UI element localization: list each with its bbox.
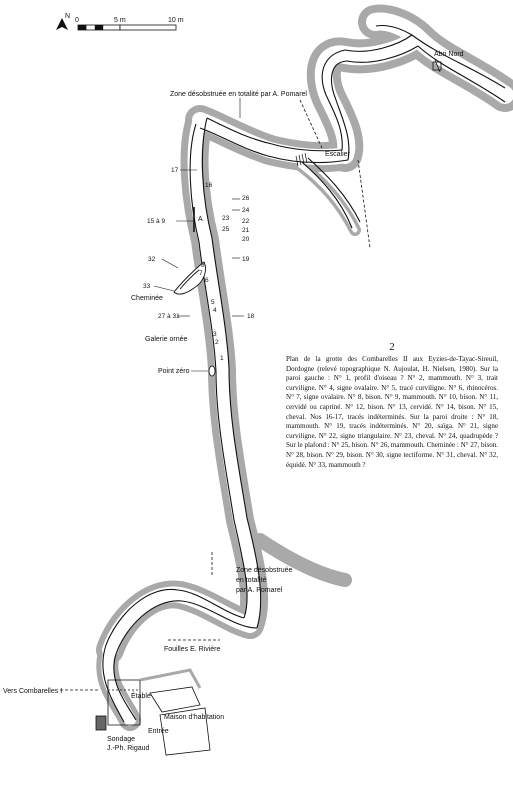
fig-number-21: 21 (242, 227, 250, 234)
fig-number-33: 33 (143, 283, 151, 290)
label-zone-top: Zone désobstruée en totalité par A. Pomarel (170, 91, 307, 98)
fig-number-4: 4 (213, 307, 217, 314)
fig-number-18: 18 (247, 313, 255, 320)
label-abri-nord: Abri Nord (434, 51, 464, 58)
label-etable: Étable (131, 693, 151, 700)
label-fouilles: Fouilles E. Rivière (164, 646, 221, 653)
label-zone-bottom-2: en totalité (236, 577, 267, 584)
fig-number-2: 2 (215, 339, 219, 346)
scale-tick-0: 0 (75, 17, 79, 24)
label-vers-combarelles: Vers Combarelles I (3, 688, 63, 695)
fig-number-24: 24 (242, 207, 250, 214)
svg-text:N: N (65, 13, 71, 20)
north-arrow-icon (56, 13, 70, 30)
fig-number-3: 3 (213, 331, 217, 338)
label-maison: Maison d'habitation (164, 714, 225, 721)
fig-number-22: 22 (242, 218, 250, 225)
caption-text: Plan de la grotte des Combarelles II aux Eyzies-de-Tayac-Sireuil, Dordogne (relevé topographique N. Aujoulat, H. Nielsen, 1980). Sur la paroi gauche : N° 1, profil d'oiseau ? N° 2, mammouth. N° 3, trait curviligne. N° 4, signe ovalaire. N° 5, tracé curviligne. N° 6, rhinocéros. N° 7, signe ovalaire. N° 8, bison. N° 9, mammouth. N° 10, bison. N° 11, cervidé ou capriné. N° 12, bison. N° 13, cervidé. N° 14, bison. N° 15, cheval. Nos 16-17, tracés indéterminés. Sur la paroi droite : N° 18, mammouth. N° 19, tracés indéterminés. N° 20, saïga. N° 21, signe curviligne. N° 22, signe triangulaire. N° 23, cheval. N° 24, quadrupède ? Sur le plafond : N° 25, bison. N° 26, mammouth. Cheminée : N° 27, bison. N° 28, bison. N° 29, bison. N° 30, signe tectiforme. N° 31, cheval. N° 32, équidé. N° 33, mammouth ? (286, 355, 498, 469)
scale-tick-10: 10 m (168, 17, 184, 24)
label-galerie-ornee: Galerie ornée (145, 336, 188, 343)
fig-number-26: 26 (242, 195, 250, 202)
label-point-zero: Point zéro (158, 368, 190, 375)
label-escalier: Escalier (325, 151, 350, 158)
fig-number-27-31: 27 à 31 (158, 313, 180, 320)
label-zone-bottom-3: par A. Pomarel (236, 587, 283, 594)
fig-number-5: 5 (211, 299, 215, 306)
figure-caption (286, 341, 498, 470)
fig-number-8: 8 (201, 262, 205, 269)
fig-number-25: 25 (222, 226, 230, 233)
scale-bar (75, 17, 184, 30)
label-zone-bottom-1: Zone désobstruée (236, 567, 293, 574)
fig-number-15-9: 15 à 9 (147, 218, 166, 225)
fig-number-20: 20 (242, 236, 250, 243)
label-a-marker: A (198, 216, 203, 223)
label-sondage-2: J.-Ph. Rigaud (107, 745, 150, 752)
label-cheminee: Cheminée (131, 295, 163, 302)
fig-number-16: 16 (205, 182, 213, 189)
caption-figure-number: 2 (389, 341, 395, 353)
fig-number-6: 6 (205, 277, 209, 284)
label-entree: Entrée (148, 728, 169, 735)
scale-tick-5: 5 m (114, 17, 126, 24)
fig-number-1: 1 (220, 355, 224, 362)
fig-number-17: 17 (171, 167, 179, 174)
point-zero-marker (209, 366, 215, 376)
fig-number-19: 19 (242, 256, 250, 263)
label-sondage-1: Sondage (107, 736, 136, 743)
fig-number-32: 32 (148, 256, 156, 263)
fig-number-7: 7 (199, 270, 203, 277)
fig-number-23: 23 (222, 215, 230, 222)
